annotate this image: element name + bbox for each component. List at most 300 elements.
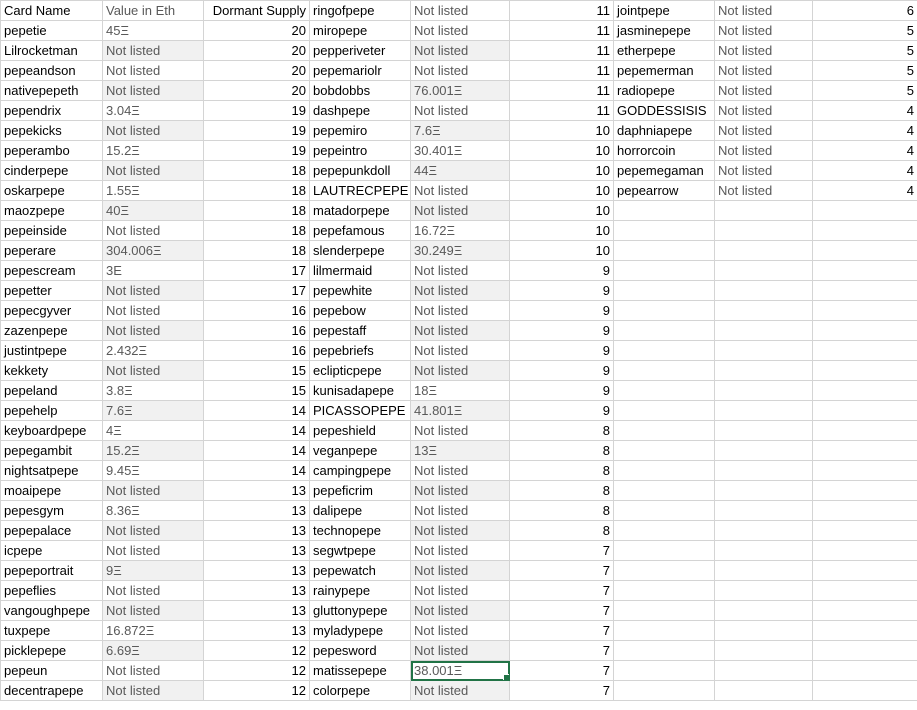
cell[interactable]: 9 <box>510 341 614 361</box>
cell[interactable]: 4 <box>813 101 917 121</box>
cell[interactable]: 6.69Ξ <box>103 641 204 661</box>
cell[interactable]: Not listed <box>411 41 510 61</box>
cell[interactable]: icpepe <box>1 541 103 561</box>
cell[interactable]: 5 <box>813 61 917 81</box>
cell[interactable]: pependrix <box>1 101 103 121</box>
cell[interactable]: Not listed <box>411 1 510 21</box>
cell[interactable]: 16.72Ξ <box>411 221 510 241</box>
cell[interactable]: 18 <box>204 221 310 241</box>
cell[interactable]: eclipticpepe <box>310 361 411 381</box>
cell[interactable]: Not listed <box>411 61 510 81</box>
cell[interactable]: oskarpepe <box>1 181 103 201</box>
cell[interactable]: Value in Eth <box>103 1 204 21</box>
cell[interactable]: pepebow <box>310 301 411 321</box>
cell[interactable] <box>813 281 917 301</box>
cell[interactable]: Not listed <box>411 301 510 321</box>
cell[interactable]: Lilrocketman <box>1 41 103 61</box>
cell[interactable] <box>813 401 917 421</box>
cell[interactable]: 9 <box>510 381 614 401</box>
cell[interactable] <box>614 321 715 341</box>
cell[interactable]: 10 <box>510 121 614 141</box>
cell[interactable]: 18Ξ <box>411 381 510 401</box>
cell[interactable]: Not listed <box>411 261 510 281</box>
cell[interactable] <box>813 521 917 541</box>
cell[interactable]: 9Ξ <box>103 561 204 581</box>
cell[interactable] <box>813 641 917 661</box>
cell[interactable] <box>813 541 917 561</box>
cell[interactable]: 7 <box>510 581 614 601</box>
cell[interactable]: Not listed <box>715 121 813 141</box>
cell[interactable]: 14 <box>204 461 310 481</box>
cell[interactable] <box>614 421 715 441</box>
cell[interactable] <box>813 221 917 241</box>
cell[interactable]: pepesgym <box>1 501 103 521</box>
cell[interactable]: Not listed <box>103 541 204 561</box>
cell[interactable] <box>614 521 715 541</box>
cell[interactable]: 20 <box>204 41 310 61</box>
cell[interactable]: 19 <box>204 101 310 121</box>
cell[interactable] <box>614 601 715 621</box>
cell[interactable]: 7 <box>510 601 614 621</box>
cell[interactable] <box>715 501 813 521</box>
cell[interactable]: 13Ξ <box>411 441 510 461</box>
cell[interactable] <box>715 661 813 681</box>
cell[interactable]: 13 <box>204 621 310 641</box>
cell[interactable]: Not listed <box>715 1 813 21</box>
cell[interactable] <box>813 621 917 641</box>
cell[interactable]: Not listed <box>103 221 204 241</box>
cell[interactable]: Not listed <box>411 421 510 441</box>
cell[interactable]: 13 <box>204 561 310 581</box>
cell[interactable]: jointpepe <box>614 1 715 21</box>
cell[interactable]: technopepe <box>310 521 411 541</box>
cell[interactable]: PICASSOPEPE <box>310 401 411 421</box>
cell[interactable]: 9.45Ξ <box>103 461 204 481</box>
cell[interactable]: Not listed <box>103 681 204 701</box>
cell[interactable]: pepeshield <box>310 421 411 441</box>
cell[interactable]: 11 <box>510 61 614 81</box>
cell[interactable] <box>614 581 715 601</box>
cell[interactable] <box>813 681 917 701</box>
cell[interactable] <box>715 681 813 701</box>
cell[interactable]: 44Ξ <box>411 161 510 181</box>
cell[interactable]: pepesword <box>310 641 411 661</box>
cell[interactable]: 14 <box>204 421 310 441</box>
cell[interactable]: 13 <box>204 481 310 501</box>
cell[interactable]: Not listed <box>103 661 204 681</box>
cell[interactable]: pepeportrait <box>1 561 103 581</box>
cell[interactable]: 10 <box>510 161 614 181</box>
cell[interactable]: bobdobbs <box>310 81 411 101</box>
cell[interactable]: veganpepe <box>310 441 411 461</box>
cell[interactable]: horrorcoin <box>614 141 715 161</box>
cell[interactable]: Not listed <box>103 301 204 321</box>
cell[interactable]: 10 <box>510 201 614 221</box>
cell[interactable]: Not listed <box>411 461 510 481</box>
cell[interactable]: campingpepe <box>310 461 411 481</box>
cell[interactable] <box>715 561 813 581</box>
cell[interactable]: pepewhite <box>310 281 411 301</box>
cell[interactable] <box>715 281 813 301</box>
cell[interactable] <box>813 581 917 601</box>
cell[interactable]: 9 <box>510 281 614 301</box>
cell[interactable] <box>715 381 813 401</box>
cell[interactable]: pepeinside <box>1 221 103 241</box>
cell[interactable]: 15 <box>204 361 310 381</box>
cell[interactable]: 7.6Ξ <box>103 401 204 421</box>
cell[interactable]: 8 <box>510 501 614 521</box>
cell[interactable] <box>614 401 715 421</box>
cell[interactable] <box>614 661 715 681</box>
cell[interactable]: 76.001Ξ <box>411 81 510 101</box>
cell[interactable]: 7 <box>510 621 614 641</box>
cell[interactable]: 4 <box>813 181 917 201</box>
cell[interactable]: Not listed <box>715 41 813 61</box>
cell[interactable]: pepewatch <box>310 561 411 581</box>
cell[interactable]: colorpepe <box>310 681 411 701</box>
cell[interactable]: 17 <box>204 281 310 301</box>
cell[interactable] <box>715 241 813 261</box>
cell[interactable]: 17 <box>204 261 310 281</box>
cell[interactable]: Not listed <box>411 641 510 661</box>
cell[interactable]: Not listed <box>411 361 510 381</box>
cell[interactable]: 5 <box>813 21 917 41</box>
cell[interactable]: 12 <box>204 661 310 681</box>
cell[interactable]: 10 <box>510 141 614 161</box>
cell[interactable]: 18 <box>204 161 310 181</box>
cell[interactable] <box>813 301 917 321</box>
cell[interactable]: 18 <box>204 241 310 261</box>
cell[interactable] <box>715 601 813 621</box>
cell[interactable] <box>715 541 813 561</box>
cell[interactable]: pepeintro <box>310 141 411 161</box>
cell[interactable]: Not listed <box>715 181 813 201</box>
cell[interactable]: tuxpepe <box>1 621 103 641</box>
cell[interactable] <box>715 641 813 661</box>
cell[interactable] <box>715 421 813 441</box>
cell[interactable] <box>614 281 715 301</box>
cell[interactable]: Not listed <box>411 541 510 561</box>
cell[interactable]: 16.872Ξ <box>103 621 204 641</box>
cell[interactable]: rainypepe <box>310 581 411 601</box>
cell[interactable]: zazenpepe <box>1 321 103 341</box>
cell[interactable]: 16 <box>204 321 310 341</box>
cell[interactable]: gluttonypepe <box>310 601 411 621</box>
cell[interactable] <box>614 261 715 281</box>
cell[interactable]: Not listed <box>411 681 510 701</box>
cell[interactable]: 1.55Ξ <box>103 181 204 201</box>
cell[interactable]: Card Name <box>1 1 103 21</box>
cell[interactable] <box>614 381 715 401</box>
cell[interactable]: pepehelp <box>1 401 103 421</box>
cell[interactable]: 45Ξ <box>103 21 204 41</box>
cell[interactable]: 9 <box>510 261 614 281</box>
cell[interactable]: 8 <box>510 461 614 481</box>
cell[interactable]: pepecgyver <box>1 301 103 321</box>
cell[interactable]: Not listed <box>715 141 813 161</box>
cell[interactable]: 15 <box>204 381 310 401</box>
cell[interactable]: pepekicks <box>1 121 103 141</box>
cell[interactable] <box>614 341 715 361</box>
cell[interactable] <box>715 221 813 241</box>
cell[interactable]: 11 <box>510 41 614 61</box>
cell[interactable]: Not listed <box>103 81 204 101</box>
cell[interactable]: Not listed <box>103 481 204 501</box>
cell[interactable] <box>614 461 715 481</box>
cell[interactable]: 4 <box>813 121 917 141</box>
cell[interactable]: 8.36Ξ <box>103 501 204 521</box>
cell[interactable]: Not listed <box>715 101 813 121</box>
cell[interactable]: 11 <box>510 81 614 101</box>
cell[interactable]: LAUTRECPEPE <box>310 181 411 201</box>
cell[interactable]: 18 <box>204 201 310 221</box>
cell[interactable]: 7 <box>510 661 614 681</box>
cell[interactable]: pepefamous <box>310 221 411 241</box>
cell[interactable]: maozpepe <box>1 201 103 221</box>
cell[interactable]: 16 <box>204 341 310 361</box>
cell[interactable]: myladypepe <box>310 621 411 641</box>
cell[interactable]: Not listed <box>103 41 204 61</box>
cell[interactable]: Dormant Supply <box>204 1 310 21</box>
cell[interactable] <box>715 621 813 641</box>
cell[interactable] <box>614 681 715 701</box>
cell[interactable] <box>813 501 917 521</box>
cell[interactable]: Not listed <box>411 101 510 121</box>
cell[interactable]: 4 <box>813 161 917 181</box>
cell[interactable]: 7.6Ξ <box>411 121 510 141</box>
cell[interactable]: Not listed <box>103 161 204 181</box>
cell[interactable]: Not listed <box>715 81 813 101</box>
cell[interactable]: pepetie <box>1 21 103 41</box>
cell[interactable] <box>614 501 715 521</box>
cell[interactable]: Not listed <box>411 601 510 621</box>
cell[interactable]: 15.2Ξ <box>103 441 204 461</box>
cell[interactable]: Not listed <box>103 521 204 541</box>
cell[interactable]: segwtpepe <box>310 541 411 561</box>
cell[interactable]: 4Ξ <box>103 421 204 441</box>
cell[interactable]: 13 <box>204 581 310 601</box>
cell[interactable]: dalipepe <box>310 501 411 521</box>
cell[interactable]: pepemerman <box>614 61 715 81</box>
cell[interactable] <box>813 481 917 501</box>
cell[interactable]: Not listed <box>411 21 510 41</box>
cell[interactable]: pepestaff <box>310 321 411 341</box>
cell[interactable]: Not listed <box>715 61 813 81</box>
cell[interactable]: Not listed <box>411 501 510 521</box>
cell[interactable]: 2.432Ξ <box>103 341 204 361</box>
cell[interactable]: radiopepe <box>614 81 715 101</box>
cell[interactable]: Not listed <box>411 581 510 601</box>
cell[interactable] <box>813 361 917 381</box>
cell[interactable]: Not listed <box>411 281 510 301</box>
cell[interactable] <box>614 241 715 261</box>
cell[interactable] <box>813 561 917 581</box>
cell[interactable] <box>715 261 813 281</box>
cell[interactable] <box>813 381 917 401</box>
cell[interactable]: pepetter <box>1 281 103 301</box>
cell[interactable]: justintpepe <box>1 341 103 361</box>
cell[interactable]: 30.401Ξ <box>411 141 510 161</box>
cell[interactable]: Not listed <box>715 21 813 41</box>
cell[interactable]: Not listed <box>103 121 204 141</box>
cell[interactable]: cinderpepe <box>1 161 103 181</box>
cell[interactable]: nativepepeth <box>1 81 103 101</box>
cell[interactable]: 14 <box>204 401 310 421</box>
cell[interactable]: vangoughpepe <box>1 601 103 621</box>
cell[interactable]: pepepalace <box>1 521 103 541</box>
cell[interactable]: 7 <box>510 681 614 701</box>
cell[interactable]: pepepunkdoll <box>310 161 411 181</box>
cell[interactable]: Not listed <box>103 601 204 621</box>
cell[interactable]: 11 <box>510 101 614 121</box>
cell[interactable] <box>715 201 813 221</box>
cell[interactable]: 7 <box>510 561 614 581</box>
cell[interactable]: Not listed <box>715 161 813 181</box>
cell[interactable]: 16 <box>204 301 310 321</box>
cell[interactable]: nightsatpepe <box>1 461 103 481</box>
cell[interactable]: dashpepe <box>310 101 411 121</box>
cell[interactable]: pepeandson <box>1 61 103 81</box>
cell[interactable]: Not listed <box>411 341 510 361</box>
cell[interactable]: 13 <box>204 501 310 521</box>
cell[interactable]: peperare <box>1 241 103 261</box>
cell[interactable]: 3E <box>103 261 204 281</box>
cell[interactable]: 19 <box>204 121 310 141</box>
cell[interactable]: 13 <box>204 541 310 561</box>
cell[interactable] <box>813 461 917 481</box>
cell[interactable]: pepebriefs <box>310 341 411 361</box>
cell[interactable]: 8 <box>510 521 614 541</box>
cell[interactable] <box>614 221 715 241</box>
cell[interactable]: etherpepe <box>614 41 715 61</box>
cell[interactable]: lilmermaid <box>310 261 411 281</box>
cell[interactable]: Not listed <box>411 561 510 581</box>
cell[interactable] <box>614 481 715 501</box>
cell[interactable] <box>715 401 813 421</box>
cell[interactable]: Not listed <box>103 321 204 341</box>
cell[interactable]: 3.04Ξ <box>103 101 204 121</box>
cell[interactable]: Not listed <box>411 321 510 341</box>
cell[interactable]: ringofpepe <box>310 1 411 21</box>
cell[interactable]: 19 <box>204 141 310 161</box>
cell[interactable]: peperambo <box>1 141 103 161</box>
cell[interactable]: decentrapepe <box>1 681 103 701</box>
cell[interactable]: 30.249Ξ <box>411 241 510 261</box>
cell[interactable] <box>614 621 715 641</box>
cell[interactable]: 9 <box>510 401 614 421</box>
cell[interactable]: Not listed <box>411 481 510 501</box>
cell[interactable]: Not listed <box>411 201 510 221</box>
cell[interactable]: 41.801Ξ <box>411 401 510 421</box>
cell[interactable]: 11 <box>510 21 614 41</box>
cell[interactable]: 18 <box>204 181 310 201</box>
cell[interactable] <box>614 361 715 381</box>
cell[interactable]: 11 <box>510 1 614 21</box>
cell[interactable] <box>715 341 813 361</box>
cell[interactable]: Not listed <box>103 581 204 601</box>
cell[interactable] <box>715 581 813 601</box>
cell[interactable]: 8 <box>510 421 614 441</box>
cell[interactable]: daphniapepe <box>614 121 715 141</box>
cell[interactable] <box>715 441 813 461</box>
cell[interactable]: 20 <box>204 21 310 41</box>
cell[interactable]: jasminepepe <box>614 21 715 41</box>
cell[interactable]: pepeficrim <box>310 481 411 501</box>
cell[interactable] <box>813 601 917 621</box>
cell[interactable]: 8 <box>510 441 614 461</box>
cell[interactable] <box>715 301 813 321</box>
cell[interactable] <box>614 641 715 661</box>
cell[interactable] <box>715 461 813 481</box>
cell[interactable]: pepegambit <box>1 441 103 461</box>
cell[interactable]: 20 <box>204 81 310 101</box>
cell[interactable]: pepeun <box>1 661 103 681</box>
cell[interactable]: 3.8Ξ <box>103 381 204 401</box>
cell[interactable] <box>715 521 813 541</box>
cell[interactable] <box>813 201 917 221</box>
cell[interactable]: 9 <box>510 301 614 321</box>
cell[interactable]: 13 <box>204 521 310 541</box>
cell[interactable] <box>614 441 715 461</box>
cell[interactable]: 13 <box>204 601 310 621</box>
cell[interactable]: pepemiro <box>310 121 411 141</box>
cell[interactable]: 9 <box>510 361 614 381</box>
cell[interactable] <box>813 321 917 341</box>
cell[interactable]: kekkety <box>1 361 103 381</box>
cell[interactable]: 7 <box>510 641 614 661</box>
cell[interactable]: slenderpepe <box>310 241 411 261</box>
cell[interactable]: 8 <box>510 481 614 501</box>
cell[interactable] <box>614 301 715 321</box>
cell[interactable]: Not listed <box>103 281 204 301</box>
cell[interactable]: Not listed <box>411 181 510 201</box>
cell[interactable]: keyboardpepe <box>1 421 103 441</box>
cell[interactable] <box>715 321 813 341</box>
cell[interactable]: pepescream <box>1 261 103 281</box>
cell[interactable]: 6 <box>813 1 917 21</box>
selected-cell[interactable]: 38.001Ξ <box>411 661 510 681</box>
cell[interactable] <box>813 661 917 681</box>
cell[interactable] <box>813 421 917 441</box>
cell[interactable]: 4 <box>813 141 917 161</box>
cell[interactable] <box>614 561 715 581</box>
cell[interactable] <box>614 201 715 221</box>
cell[interactable]: 12 <box>204 641 310 661</box>
cell[interactable] <box>813 341 917 361</box>
cell[interactable]: pepeflies <box>1 581 103 601</box>
cell[interactable]: 20 <box>204 61 310 81</box>
cell[interactable]: matissepepe <box>310 661 411 681</box>
cell[interactable]: pepperiveter <box>310 41 411 61</box>
cell[interactable] <box>715 361 813 381</box>
cell[interactable]: pepemariolr <box>310 61 411 81</box>
cell[interactable]: 15.2Ξ <box>103 141 204 161</box>
cell[interactable]: 10 <box>510 221 614 241</box>
cell[interactable] <box>813 261 917 281</box>
cell[interactable] <box>715 481 813 501</box>
cell[interactable]: Not listed <box>411 621 510 641</box>
cell[interactable]: matadorpepe <box>310 201 411 221</box>
cell[interactable]: picklepepe <box>1 641 103 661</box>
cell[interactable]: pepearrow <box>614 181 715 201</box>
cell[interactable]: Not listed <box>103 361 204 381</box>
cell[interactable]: 5 <box>813 41 917 61</box>
cell[interactable]: pepeland <box>1 381 103 401</box>
cell[interactable]: Not listed <box>411 521 510 541</box>
cell[interactable]: moaipepe <box>1 481 103 501</box>
cell[interactable]: 14 <box>204 441 310 461</box>
cell[interactable]: 5 <box>813 81 917 101</box>
